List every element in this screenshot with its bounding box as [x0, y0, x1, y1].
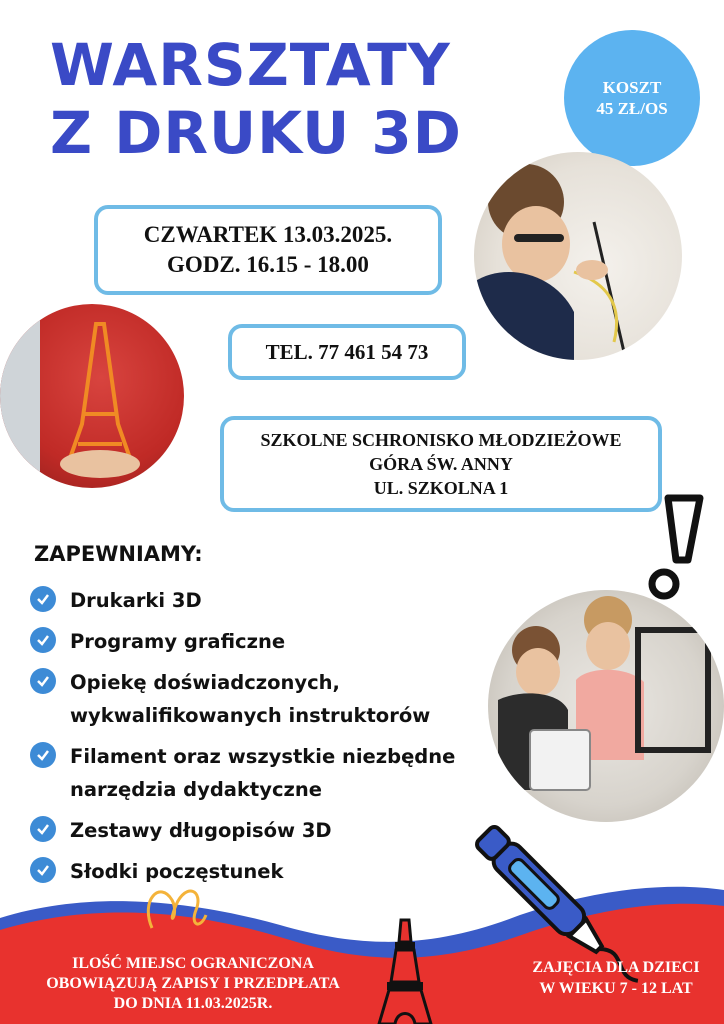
event-time: GODZ. 16.15 - 18.00 [167, 252, 369, 277]
age-notice [512, 958, 720, 1000]
address-line-2: GÓRA ŚW. ANNY [369, 453, 513, 474]
phone-box[interactable] [228, 324, 466, 380]
age-line-1: ZAJĘCIA DLA DZIECI [532, 959, 700, 976]
list-item [30, 625, 490, 658]
age-line-2: W WIEKU 7 - 12 LAT [539, 979, 693, 997]
list-item-text [70, 666, 430, 732]
check-icon [30, 668, 56, 694]
list-item [30, 740, 490, 806]
list-item [30, 584, 490, 617]
list-item [30, 855, 490, 888]
cost-price: 45 ZŁ/OS [596, 99, 668, 118]
list-item [30, 814, 490, 847]
address-line-3: UL. SZKOLNA 1 [373, 478, 509, 499]
photo-kids-with-3d-printer [488, 590, 724, 822]
photo-boy-with-3d-pen [474, 152, 682, 360]
check-icon [30, 742, 56, 768]
list-item-text: Słodki poczęstunek [70, 860, 284, 883]
address-box [220, 416, 662, 512]
title-line-2: Z DRUKU 3D [50, 99, 462, 167]
list-item-line-1: Opiekę doświadczonych, [70, 671, 340, 694]
list-item-line-2: narzędzia dydaktyczne [70, 778, 322, 801]
address-line-1: SZKOLNE SCHRONISKO MŁODZIEŻOWE [260, 429, 622, 450]
exclamation-icon [652, 498, 700, 596]
title-line-1: WARSZTATY [50, 31, 451, 99]
notice-line-2: OBOWIĄZUJĄ ZAPISY I PRZEDPŁATA [46, 975, 340, 992]
list-item-line-1: Filament oraz wszystkie niezbędne [70, 745, 456, 768]
list-item-text: Zestawy długopisów 3D [70, 819, 332, 842]
notice-line-3: DO DNIA 11.03.2025R. [113, 995, 273, 1012]
list-item-text [70, 740, 455, 806]
cost-badge [564, 30, 700, 166]
check-icon [30, 586, 56, 612]
offer-heading: ZAPEWNIAMY: [34, 542, 203, 566]
photo-eiffel-tower-model [0, 304, 184, 488]
phone-number[interactable]: TEL. 77 461 54 73 [265, 339, 429, 364]
list-item [30, 666, 490, 732]
registration-notice [18, 954, 368, 1014]
check-icon [30, 627, 56, 653]
list-item-line-2: wykwalifikowanych instruktorów [70, 704, 431, 727]
offer-list [30, 584, 490, 896]
check-icon [30, 816, 56, 842]
list-item-text: Programy graficzne [70, 630, 286, 653]
date-box [94, 205, 442, 295]
notice-line-1: ILOŚĆ MIEJSC OGRANICZONA [72, 955, 314, 972]
check-icon [30, 857, 56, 883]
event-date: CZWARTEK 13.03.2025. [143, 222, 393, 248]
cost-label: KOSZT [602, 77, 662, 97]
list-item-text: Drukarki 3D [70, 589, 202, 612]
